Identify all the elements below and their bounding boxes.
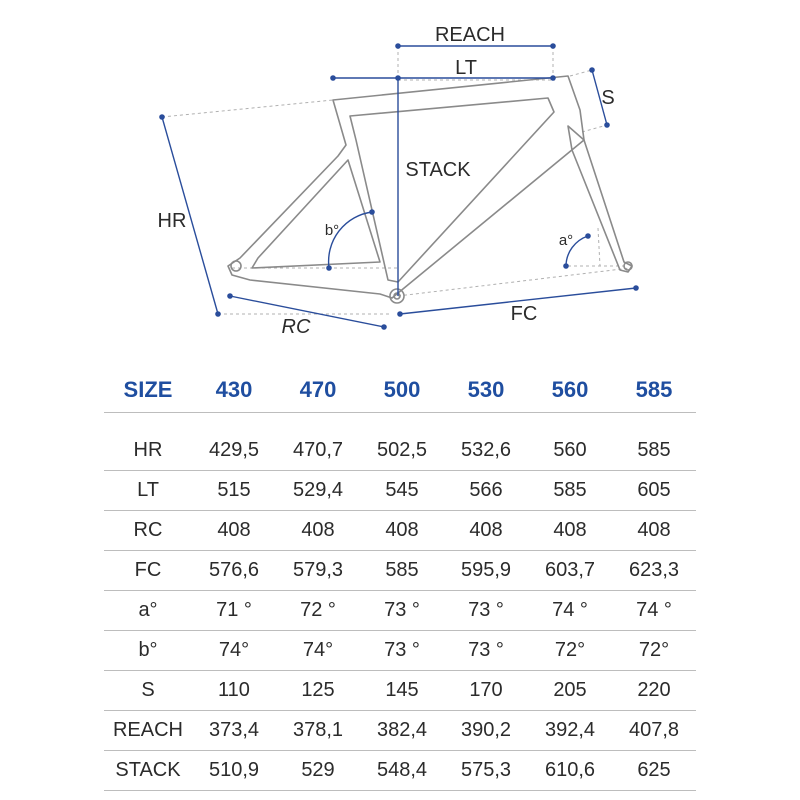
value-cell: 579,3 xyxy=(276,551,360,591)
value-cell: 585 xyxy=(528,471,612,511)
lt-label: LT xyxy=(455,57,477,79)
hr-top-guide xyxy=(162,100,333,117)
b-angle-label: b° xyxy=(324,222,340,239)
table-spacer xyxy=(104,413,696,432)
value-cell: 510,9 xyxy=(192,751,276,791)
value-cell: 603,7 xyxy=(528,551,612,591)
row-label: LT xyxy=(104,471,192,511)
bottom-bracket xyxy=(390,289,404,303)
header-size-585: 585 xyxy=(612,368,696,413)
row-label: a° xyxy=(104,591,192,631)
header-size-500: 500 xyxy=(360,368,444,413)
value-cell: 73 ° xyxy=(360,591,444,631)
value-cell: 407,8 xyxy=(612,711,696,751)
value-cell: 145 xyxy=(360,671,444,711)
value-cell: 575,3 xyxy=(444,751,528,791)
s-top-guide xyxy=(570,70,592,76)
value-cell: 470,7 xyxy=(276,431,360,471)
lt-end-left xyxy=(330,75,336,81)
lt-end-right xyxy=(550,75,556,81)
lt-end-mid xyxy=(395,75,401,81)
b-arc-end-top xyxy=(369,209,375,215)
spacer-cell xyxy=(104,413,696,432)
value-cell: 382,4 xyxy=(360,711,444,751)
rc-label: RC xyxy=(281,316,311,338)
row-label: HR xyxy=(104,431,192,471)
table-row xyxy=(104,711,696,751)
rear-dropout xyxy=(231,261,241,271)
value-cell: 545 xyxy=(360,471,444,511)
value-cell: 502,5 xyxy=(360,431,444,471)
value-cell: 515 xyxy=(192,471,276,511)
hr-end-bottom xyxy=(215,311,221,317)
value-cell: 560 xyxy=(528,431,612,471)
s-end-bottom xyxy=(604,122,610,128)
value-cell: 74 ° xyxy=(528,591,612,631)
value-cell: 378,1 xyxy=(276,711,360,751)
row-label: RC xyxy=(104,511,192,551)
fork xyxy=(568,126,632,272)
row-label: STACK xyxy=(104,751,192,791)
value-cell: 220 xyxy=(612,671,696,711)
value-cell: 373,4 xyxy=(192,711,276,751)
geometry-table xyxy=(104,368,696,791)
hr-label: HR xyxy=(157,210,187,232)
header-row xyxy=(104,368,696,413)
rc-end-right xyxy=(381,324,387,330)
rc-end-left xyxy=(227,293,233,299)
value-cell: 125 xyxy=(276,671,360,711)
b-arc-end-bottom xyxy=(326,265,332,271)
value-cell: 170 xyxy=(444,671,528,711)
table-header xyxy=(104,368,696,413)
table-body xyxy=(104,413,696,791)
value-cell: 73 ° xyxy=(360,631,444,671)
header-size-430: 430 xyxy=(192,368,276,413)
value-cell: 429,5 xyxy=(192,431,276,471)
value-cell: 72 ° xyxy=(276,591,360,631)
value-cell: 408 xyxy=(444,511,528,551)
value-cell: 625 xyxy=(612,751,696,791)
value-cell: 610,6 xyxy=(528,751,612,791)
s-label: S xyxy=(601,87,615,109)
table-row xyxy=(104,471,696,511)
header-size: SIZE xyxy=(104,368,192,413)
value-cell: 71 ° xyxy=(192,591,276,631)
value-cell: 605 xyxy=(612,471,696,511)
value-cell: 110 xyxy=(192,671,276,711)
a-angle-guide xyxy=(598,228,600,266)
value-cell: 74° xyxy=(276,631,360,671)
value-cell: 408 xyxy=(276,511,360,551)
value-cell: 73 ° xyxy=(444,631,528,671)
s-bottom-guide xyxy=(582,125,607,132)
frame-outer-outline xyxy=(228,76,584,298)
a-angle-label: a° xyxy=(558,232,574,249)
s-end-top xyxy=(589,67,595,73)
value-cell: 392,4 xyxy=(528,711,612,751)
reach-label: REACH xyxy=(434,24,506,46)
row-label: FC xyxy=(104,551,192,591)
value-cell: 72° xyxy=(528,631,612,671)
value-cell: 73 ° xyxy=(444,591,528,631)
value-cell: 529,4 xyxy=(276,471,360,511)
header-size-560: 560 xyxy=(528,368,612,413)
b-angle-arc xyxy=(329,212,372,268)
a-arc-end-bottom xyxy=(563,263,569,269)
fc-end-left xyxy=(397,311,403,317)
value-cell: 408 xyxy=(612,511,696,551)
value-cell: 532,6 xyxy=(444,431,528,471)
value-cell: 72° xyxy=(612,631,696,671)
fc-end-right xyxy=(633,285,639,291)
reach-end-right xyxy=(550,43,556,49)
row-label: REACH xyxy=(104,711,192,751)
bike-frame xyxy=(228,76,632,303)
stack-label: STACK xyxy=(405,159,471,181)
table-row xyxy=(104,591,696,631)
value-cell: 529 xyxy=(276,751,360,791)
value-cell: 408 xyxy=(192,511,276,551)
header-size-470: 470 xyxy=(276,368,360,413)
value-cell: 74° xyxy=(192,631,276,671)
table-row xyxy=(104,671,696,711)
header-size-530: 530 xyxy=(444,368,528,413)
row-label: S xyxy=(104,671,192,711)
value-cell: 74 ° xyxy=(612,591,696,631)
value-cell: 390,2 xyxy=(444,711,528,751)
frame-geometry-diagram xyxy=(0,0,800,350)
dimension-endpoints xyxy=(159,43,639,330)
value-cell: 595,9 xyxy=(444,551,528,591)
table-row xyxy=(104,631,696,671)
reach-end-left xyxy=(395,43,401,49)
table-row xyxy=(104,431,696,471)
value-cell: 576,6 xyxy=(192,551,276,591)
value-cell: 205 xyxy=(528,671,612,711)
hr-end-top xyxy=(159,114,165,120)
table-row xyxy=(104,751,696,791)
value-cell: 585 xyxy=(360,551,444,591)
row-label: b° xyxy=(104,631,192,671)
value-cell: 408 xyxy=(360,511,444,551)
dimension-lines xyxy=(162,46,636,327)
value-cell: 408 xyxy=(528,511,612,551)
table-row xyxy=(104,551,696,591)
value-cell: 623,3 xyxy=(612,551,696,591)
value-cell: 566 xyxy=(444,471,528,511)
fc-label: FC xyxy=(510,303,538,325)
a-arc-end-top xyxy=(585,233,591,239)
value-cell: 548,4 xyxy=(360,751,444,791)
value-cell: 585 xyxy=(612,431,696,471)
table-row xyxy=(104,511,696,551)
